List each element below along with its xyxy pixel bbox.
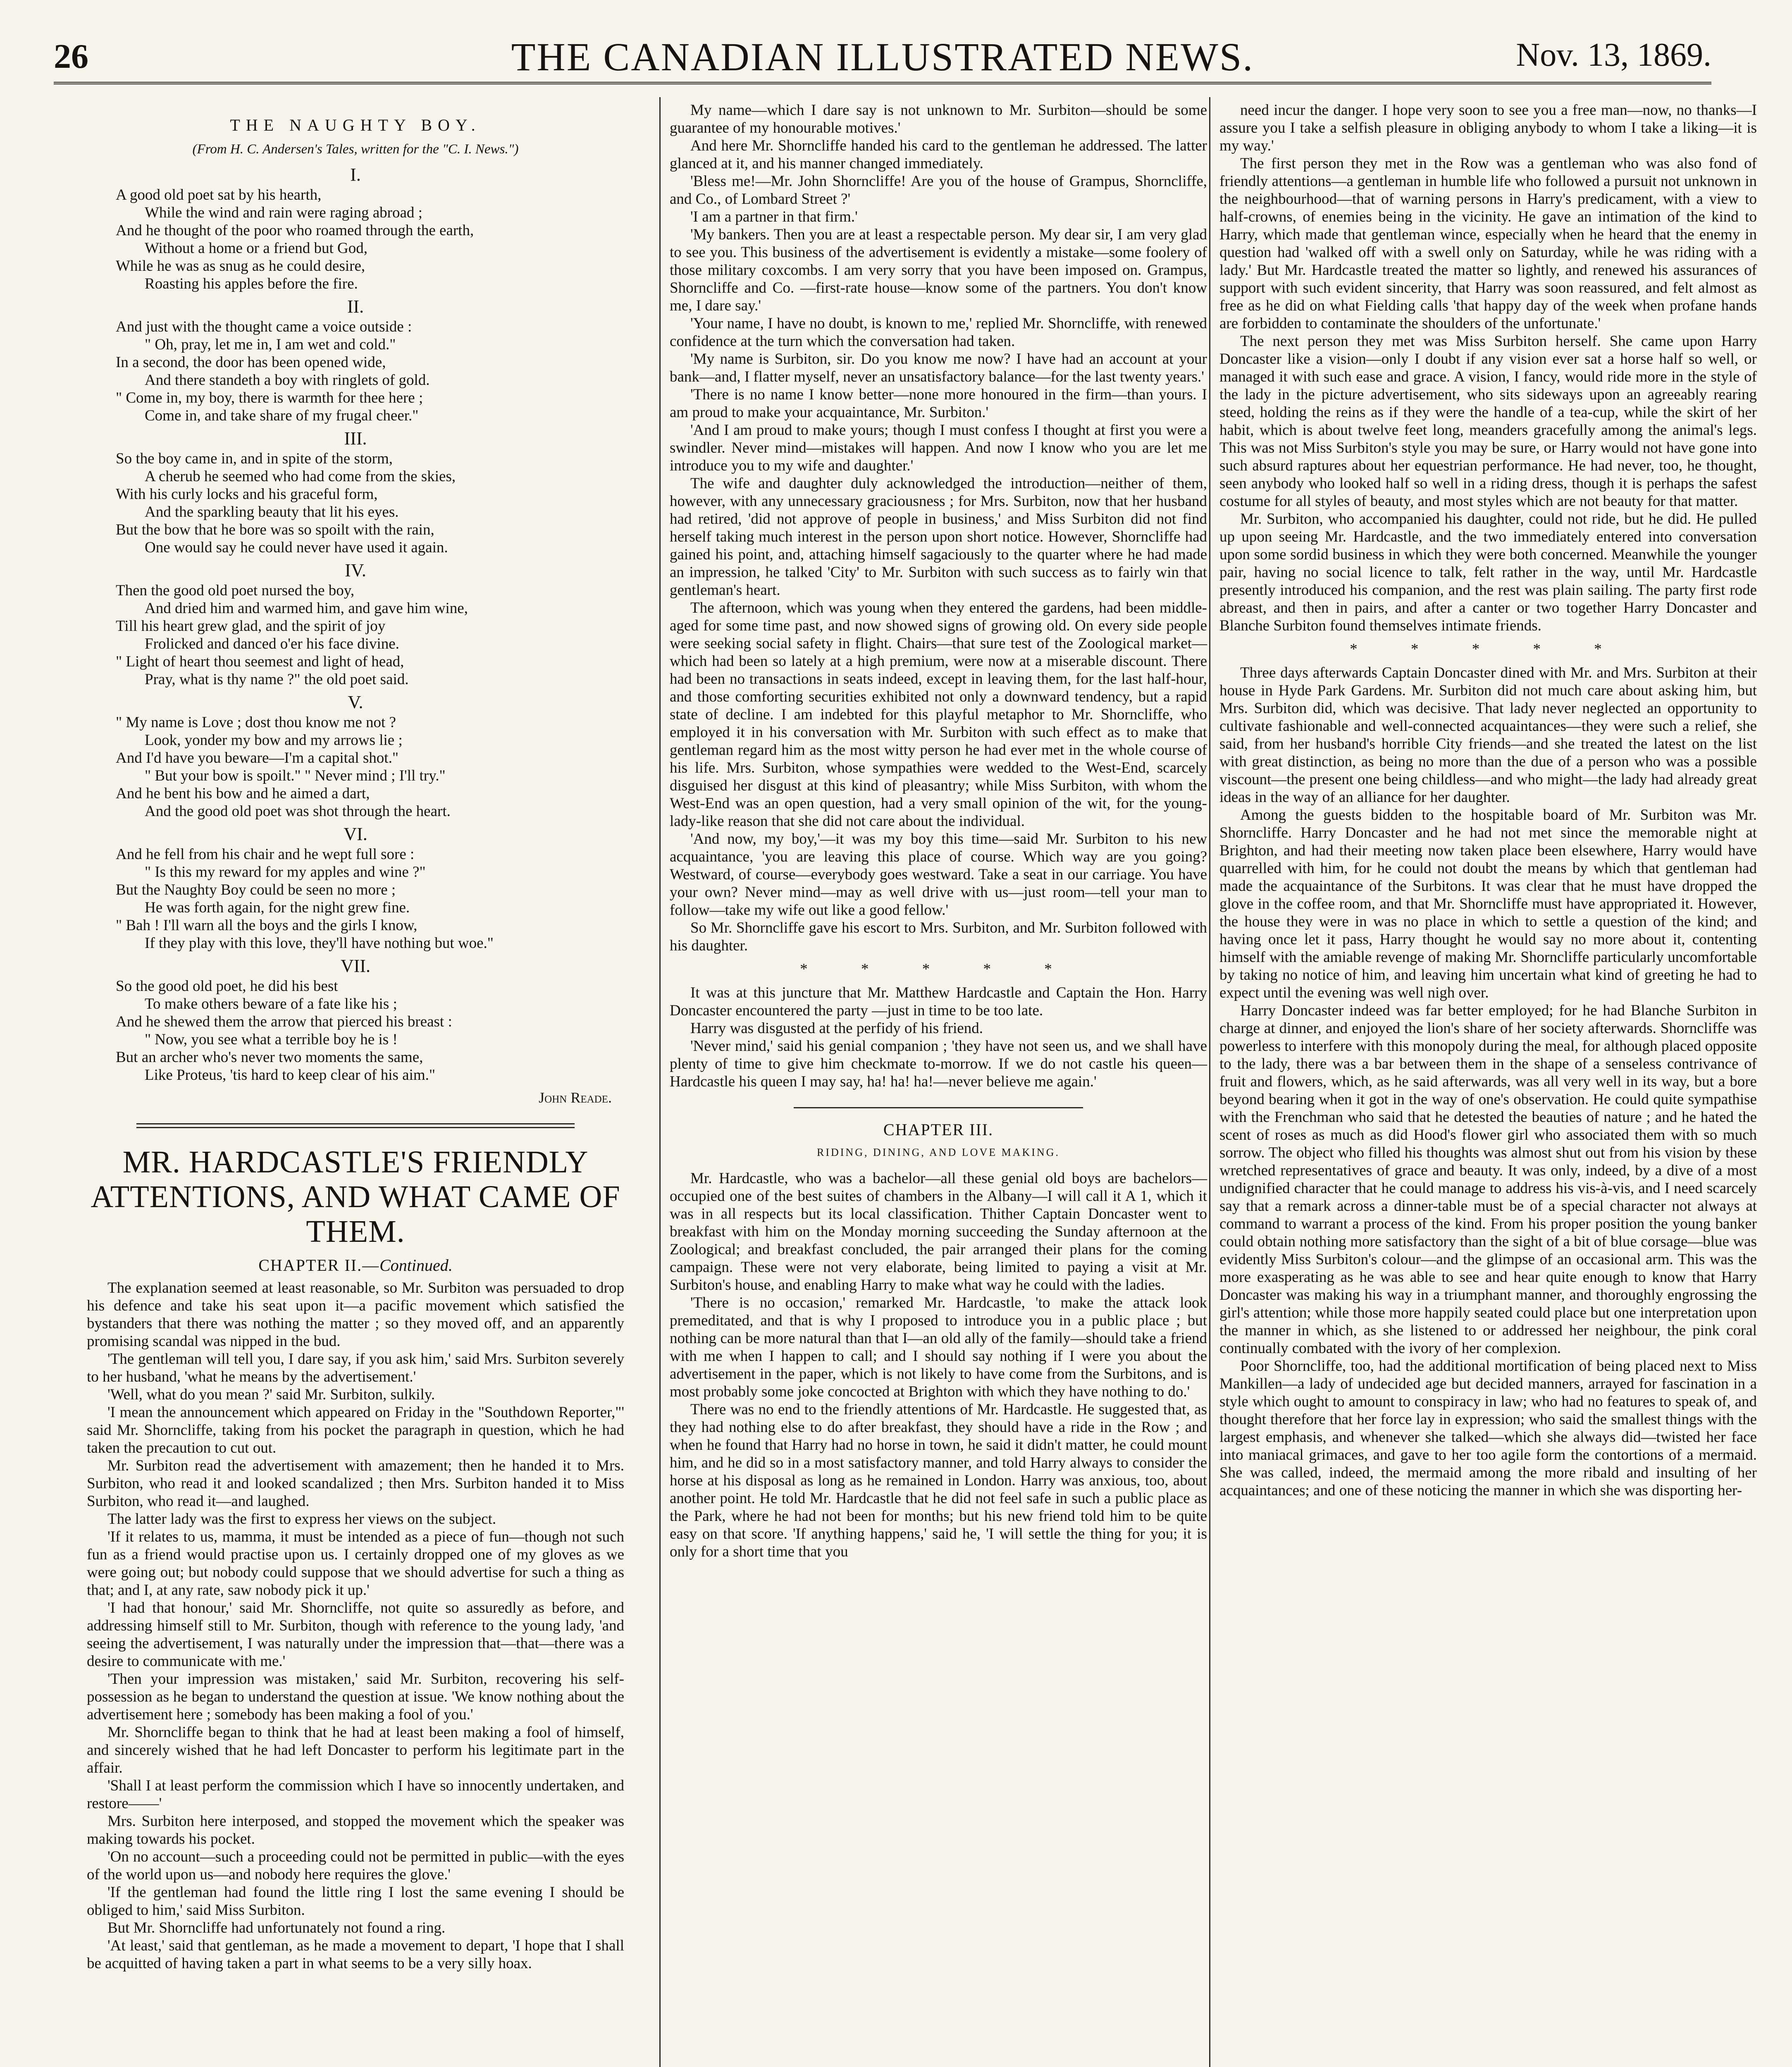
poem-line: A good old poet sat by his hearth, [116,186,322,203]
poem-body [87,166,624,1084]
paragraph: But Mr. Shorncliffe had unfortunately not found a ring. [107,1919,446,1936]
section-divider [794,1107,1083,1108]
paragraph: So Mr. Shorncliffe gave his escort to Mrs. Surbiton, and Mr. Surbiton followed with his daughter. [670,919,1207,954]
paragraph: It was at this juncture that Mr. Matthew Hardcastle and Captain the Hon. Harry Doncaster encountered the party —just in time to be too late. [670,984,1207,1019]
issue-date: Nov. 13, 1869. [1516,37,1711,73]
poem-line: But the bow that he bore was so spoilt with the rain, [116,521,434,538]
paragraph: Mr. Hardcastle, who was a bachelor—all these genial old boys are bachelors—occupied one of the best suites of chambers in the Albany—I will call it A 1, which it was in all respects but its local classification. Thither Captain Doncaster went to breakfast with him on the Monday morning succeeding the Sunday afternoon at the Zoological; and breakfast concluded, the pair arranged their plans for the coming campaign. These were not very elaborate, being limited to paying a visit at Mr. Surbiton's house, and enabling Harry to make what way he could with the ladies. [670,1170,1207,1294]
newspaper-title: THE CANADIAN ILLUSTRATED NEWS. [511,35,1254,79]
paragraph: The wife and daughter duly acknowledged the introduction—neither of them, however, with any unnecessary graciousness ; for Mrs. Surbiton, now that her husband had retired, 'did not approve of people in business,' and Miss Surbiton did not find herself taking much interest in the person upon short notice. However, Shorncliffe had gained his point, and, attaching himself sagaciously to the quarter where he had made an impression, he talked 'City' to Mr. Surbiton with such success as to fairly win that gentleman's heart. [670,475,1207,599]
story-text [1219,101,1757,635]
paragraph: 'On no account—such a proceeding could not be permitted in public—with the eyes of the world upon us—and nobody here requires the glove.' [87,1848,624,1883]
poem-line: " My name is Love ; dost thou know me not ? [116,714,396,731]
poem-line: But the Naughty Boy could be seen no more ; [116,881,396,898]
story-title: MR. HARDCASTLE'S FRIENDLY ATTENTIONS, AND WHAT CAME OF THEM. [91,1145,620,1249]
poem-line: Roasting his apples before the fire. [145,275,358,292]
paragraph: 'There is no occasion,' remarked Mr. Hardcastle, 'to make the attack look premeditated, and that is why I proposed to introduce you in a public place ; but nothing can be more natural than that I—an old ally of the family—should take a friend with me when I happen to call; and I should say nothing if I were you about the advertisement in the paper, which is not likely to have come from the Surbitons, and is most probably some joke concocted at Brighton with which they have nothing to do.' [670,1294,1207,1400]
paragraph: The next person they met was Miss Surbiton herself. She came upon Harry Doncaster like a vision—only I doubt if any vision ever sat a horse half so well, or managed it with such ease and grace. A vision, I fancy, would ride more in the style of the lady in the picture advertisement, who sits sideways upon an agreeably rearing steed, holding the reins as if they were the handle of a tea-cup, while the skirt of her habit, which is about twelve feet long, meanders gracefully among the animal's legs. This was not Miss Surbiton's style you may be sure, or Harry would not have gone into such absurd raptures about her equestrian performance. He had never, too, he thought, seen anybody who looked half so well in a riding dress, though it is perhaps the safest costume for all styles of beauty, and most styles which are not beauty for that matter. [1219,333,1757,510]
paragraph: The explanation seemed at least reasonable, so Mr. Surbiton was persuaded to drop his defence and take his seat upon it—a pacific movement which satisfied the bystanders that there was nothing the matter ; so they moved off, and an apparently promising scandal was nipped in the bud. [87,1279,624,1350]
poem-line: " Bah ! I'll warn all the boys and the girls I know, [116,917,418,934]
poem-line: And the good old poet was shot through the heart. [145,803,451,820]
story-text [670,984,1207,1091]
paragraph: Three days afterwards Captain Doncaster dined with Mr. and Mrs. Surbiton at their house in Hyde Park Gardens. Mr. Surbiton did not much care about asking him, but Mrs. Surbiton did, which was decisive. That lady never neglected an opportunity to cultivate fashionable and well-connected acquaintances—they were such a relief, she said, from her husband's horrible City friends—and she treated the latest on the list with great distinction, as being no more than the due of a person who was a possible viscount—the present one being childless—and who might—the lady had already great ideas in the way of an alliance for her daughter. [1219,664,1757,806]
poem-line: While the wind and rain were raging abroad ; [145,204,422,221]
poem-line: And he shewed them the arrow that pierced his breast : [116,1013,452,1030]
poem-line: And I'd have you beware—I'm a capital shot." [116,749,398,766]
paragraph: The afternoon, which was young when they entered the gardens, had been middle-aged for some time past, and now showed signs of growing old. On every side people were seeking social safety in flight. Chairs—that sure test of the Zoological market—which had been so lately at a high premium, were now at a miserable discount. There had been no transactions in seats indeed, except in leaving them, for the last half-hour, and those comforting securities exhibited not only a downward tendency, but a rapid state of decline. I am indebted for this playful metaphor to Mr. Shorncliffe, who employed it in his conversation with Mr. Surbiton with such effect as to make that gentleman regard him as the most witty person he had ever met in the whole course of his life. Mrs. Surbiton, whose sympathies were wedded to the West-End, scarcely disguised her disgust at this kind of pleasantry; while Miss Surbiton, with whom the West-End was an open question, had a very small opinion of the wit, for the young-lady-like reason that she did not care about the individual. [670,599,1207,830]
stanza-number: VI. [344,824,367,844]
paragraph: 'If the gentleman had found the little ring I lost the same evening I should be obliged to him,' said Miss Surbiton. [87,1884,624,1919]
paragraph: My name—which I dare say is not unknown to Mr. Surbiton—should be some guarantee of my honourable motives.' [670,102,1207,136]
poem-line: Frolicked and danced o'er his face divine. [145,635,399,652]
paragraph: Mr. Surbiton, who accompanied his daughter, could not ride, but he did. He pulled up upon seeing Mr. Hardcastle, and the two immediately entered into conversation upon some sordid business in which they were both concerned. Meanwhile the younger pair, having no social licence to talk, felt rather in the way, until Mr. Hardcastle presently introduced his companion, and the rest was plain sailing. The party first rode abreast, and then in pairs, and after a canter or two together Harry Doncaster and Blanche Surbiton found themselves intimate friends. [1219,511,1757,634]
poem-line: So the good old poet, he did his best [116,978,338,995]
paragraph: 'There is no name I know better—none more honoured in the firm—than yours. I am proud to make your acquaintance, Mr. Surbiton.' [670,386,1207,421]
paragraph: And here Mr. Shorncliffe handed his card to the gentleman he addressed. The latter glanced at it, and his manner changed immediately. [670,137,1207,172]
paragraph: Poor Shorncliffe, too, had the additional mortification of being placed next to Miss Mankillen—a lady of undecided age but decided manners, arrayed for fascination in a style which ought to amount to conspiracy in law; who had no features to speak of, and thought therefore that her force lay in expression; who said the smallest things with the largest emphasis, and whenever she talked—which she always did—twisted her face into maniacal grimaces, and gave to her too agile form the contortions of a mermaid. She was called, indeed, the mermaid among the more ribald and insulting of her acquaintances; and one of these noticing the manner in which she was disporting her- [1219,1358,1757,1499]
chapter-heading [87,1256,624,1274]
paragraph: 'Well, what do you mean ?' said Mr. Surbiton, sulkily. [107,1386,435,1403]
stanza-number: IV. [345,560,366,580]
stanza-number: V. [348,692,363,712]
poem-line: " But your bow is spoilt." " Never mind ; I'll try." [145,767,446,784]
section-divider [136,1123,575,1128]
paragraph: 'My name is Surbiton, sir. Do you know me now? I have had an account at your bank—and, I flatter myself, never an unsatisfactory balance—for the last twenty years.' [670,351,1207,385]
paragraph: need incur the danger. I hope very soon to see you a free man—now, no thanks—I assure you I take a selfish pleasure in obliging anybody to whom I take a liking—it is my way.' [1219,102,1757,154]
chapter-continued: Continued. [379,1256,453,1275]
poem-line: " Light of heart thou seemest and light of head, [116,653,404,670]
paragraph: Harry Doncaster indeed was far better employed; for he had Blanche Surbiton in charge at dinner, and enjoyed the lion's share of her society afterwards. Shorncliffe was powerless to interfere with this monopoly during the meal, for although placed opposite to the lady, there was a bar between them in the shape of a senseless contrivance of fruit and flowers, which, as he said afterwards, was all very well in its way, but a bore beyond bearing when it got in the way of one's observation. He could quite sympathise with the Frenchman who said that he detested the beauties of nature ; and he hated the scent of roses as much as did Hood's flower girl who associated them with so much sorrow. The object who filled his thoughts was almost shut out from his vision by these wretched representatives of grace and beauty. It was only, indeed, by a dive of a most undignified character that he could manage to address his vis-à-vis, and I need scarcely say that a remark across a dinner-table must be of a special character not always at command to warrant a process of the kind. From his proper position the young banker could obtain nothing more satisfactory than the sight of a bit of blue corsage—blue was evidently Miss Surbiton's colour—and the glimpse of an occasional arm. This was the more exasperating as he was able to see and hear quite enough to know that Harry Doncaster was making his way in a triumphant manner, and thoroughly engrossing the girl's attention; while those more happily seated could place but one interpretation upon the manner in which, as she listened to or addressed her neighbour, the pink coral continually combated with the ivory of her complexion. [1219,1002,1757,1357]
poem-line: And just with the thought came a voice outside : [116,318,412,335]
poem-line: Without a home or a friend but God, [145,240,367,257]
poem-line: And there standeth a boy with ringlets of gold. [145,372,430,389]
poem-line: To make others beware of a fate like his ; [145,995,397,1012]
column-rule [1209,97,1210,2067]
poem-line: Till his heart grew glad, and the spirit of joy [116,618,386,635]
poem-line: Then the good old poet nursed the boy, [116,582,355,599]
masthead [54,32,1711,84]
poem-line: So the boy came in, and in spite of the storm, [116,450,393,467]
column-3 [1219,101,1757,1499]
paragraph: 'The gentleman will tell you, I dare say, if you ask him,' said Mrs. Surbiton severely to her husband, 'what he means by the advertisement.' [87,1351,624,1385]
poem-line: He was forth again, for the night grew fine. [145,899,410,916]
poem-line: And he bent his bow and he aimed a dart, [116,785,370,802]
poem-subtitle: (From H. C. Andersen's Tales, written for the "C. I. News.") [192,142,519,157]
poem-line: With his curly locks and his graceful form, [116,486,378,503]
paragraph: The first person they met in the Row was a gentleman who was also fond of friendly attentions—a gentleman in humble life who followed a pursuit not unknown in the neighbourhood—that of warning persons in Harry's predicament, with a view to half-crowns, of enemies being in the vicinity. He gave an intimation of the kind to Harry, which made that gentleman wince, especially when he heard that the enemy in question had 'walked off with a swell only on Saturday, while he was riding with a lady.' But Mr. Hardcastle treated the matter so lightly, and renewed his assurances of support with such evident sincerity, that Harry was soon reassured, and felt almost as free as he did on what Fielding calls 'that happy day of the week when profane hands are forbidden to contaminate the shoulders of the unfortunate.' [1219,155,1757,332]
poem-line: And the sparkling beauty that lit his eyes. [145,504,399,520]
stanza-number: III. [344,428,367,449]
story-text [670,1170,1207,1561]
poem-line: Come in, and take share of my frugal cheer." [145,407,419,424]
poem-title: THE NAUGHTY BOY. [230,116,481,134]
section-break: * * * * * [1350,641,1627,658]
poem-line: And dried him and warmed him, and gave him wine, [145,600,468,617]
column-2 [670,101,1207,1561]
chapter-3-subtitle: RIDING, DINING, AND LOVE MAKING. [816,1146,1060,1158]
paragraph: 'Then your impression was mistaken,' said Mr. Surbiton, recovering his self-possession as he began to understand the question at issue. 'We know nothing about the advertisement here ; somebody has been making a fool of you.' [87,1671,624,1723]
paragraph: 'Bless me!—Mr. John Shorncliffe! Are you of the house of Grampus, Shorncliffe, and Co., of Lombard Street ?' [670,173,1207,208]
column-1 [87,101,624,1972]
paragraph: 'I mean the announcement which appeared on Friday in the "Southdown Reporter,"' said Mr. Shorncliffe, taking from his pocket the paragraph in question, which he had taken the precaution to cut out. [87,1404,624,1456]
paragraph: 'I am a partner in that firm.' [690,208,858,225]
poem-line: " Oh, pray, let me in, I am wet and cold." [145,336,396,353]
story-text [670,101,1207,955]
story-text [1219,664,1757,1499]
poem-line: " Now, you see what a terrible boy he is ! [145,1031,398,1048]
poem-line: While he was as snug as he could desire, [116,258,365,274]
stanza-number: VII. [340,956,371,976]
story-text [87,1279,624,1972]
poem-line: " Come in, my boy, there is warmth for thee here ; [116,389,423,406]
poem-author: John Reade. [539,1089,612,1106]
poem-line: Look, yonder my bow and my arrows lie ; [145,732,403,749]
poem-line: If they play with this love, they'll have nothing but woe." [145,935,494,952]
poem-line: And he fell from his chair and he wept full sore : [116,846,415,863]
paragraph: 'Your name, I have no doubt, is known to me,' replied Mr. Shorncliffe, with renewed confidence at the turn which the conversation had taken. [670,315,1207,350]
paragraph: Mr. Shorncliffe began to think that he had at least been making a fool of himself, and sincerely wished that he had left Doncaster to perform his legitimate part in the affair. [87,1724,624,1776]
poem-line: " Is this my reward for my apples and wine ?" [145,864,426,881]
poem-line: And he thought of the poor who roamed through the earth, [116,222,474,239]
paragraph: Harry was disgusted at the perfidy of his friend. [690,1020,983,1037]
paragraph: 'If it relates to us, mamma, it must be intended as a piece of fun—though not such fun as a friend would practise upon us. I certainly dropped one of my gloves as we were going out; but nobody could suppose that we should advertise for such a thing as that; and I, at any rate, saw nobody pick it up.' [87,1528,624,1599]
paragraph: 'My bankers. Then you are at least a respectable person. My dear sir, I am very glad to see you. This business of the advertisement is evidently a mistake—some foolery of those military coxcombs. I am very sorry that you have been imposed on. Grampus, Shorncliffe and Co. —first-rate house—know some of the partners. You don't know me, I dare say.' [670,226,1207,314]
poem-line: Pray, what is thy name ?" the old poet said. [145,671,409,688]
paragraph: 'I had that honour,' said Mr. Shorncliffe, not quite so assuredly as before, and addressing himself still to Mr. Surbiton, though with reference to the young lady, 'and seeing the advertisement, I was naturally under the impression that—that—there was a desire to communicate with me.' [87,1599,624,1670]
paragraph: 'At least,' said that gentleman, as he made a movement to depart, 'I hope that I shall be acquitted of having taken a part in what seems to be a very silly hoax. [87,1937,624,1972]
section-break: * * * * * [800,961,1077,978]
column-rule [659,97,661,2067]
page-number: 26 [54,37,88,76]
stanza-number: I. [350,165,361,185]
paragraph: Mrs. Surbiton here interposed, and stopped the movement which the speaker was making towards his pocket. [87,1813,624,1847]
paragraph: 'And I am proud to make yours; though I must confess I thought at first you were a swindler. Never mind—mistakes will happen. And now I know who you are let me introduce you to my wife and daughter.' [670,422,1207,474]
chapter-3-heading: CHAPTER III. [883,1120,994,1139]
chapter-number: CHAPTER II.— [258,1256,380,1275]
poem-line: Like Proteus, 'tis hard to keep clear of his aim." [145,1067,435,1084]
poem-line: In a second, the door has been opened wide, [116,354,386,371]
paragraph: There was no end to the friendly attentions of Mr. Hardcastle. He suggested that, as they had nothing else to do after breakfast, they should have a ride in the Row ; and when he found that Harry had no horse in town, he said it didn't matter, he could mount him, and he did so in a most satisfactory manner, and told Harry always to consider the horse at his disposal as long as he remained in London. Harry was anxious, too, about another point. He told Mr. Hardcastle that he did not feel safe in such a public place as the Park, where he had not been for months; but his new friend told him to be quite easy on that score. 'If anything happens,' said he, 'I will settle the thing for you; it is only for a short time that you [670,1401,1207,1560]
paragraph: 'Shall I at least perform the commission which I have so innocently undertaken, and restore——' [87,1777,624,1812]
poem-line: One would say he could never have used it again. [145,539,448,556]
poem-line: A cherub he seemed who had come from the skies, [145,468,456,485]
poem-line: But an archer who's never two moments the same, [116,1049,423,1066]
paragraph: The latter lady was the first to express her views on the subject. [107,1511,496,1528]
stanza-number: II. [347,296,364,317]
paragraph: Among the guests bidden to the hospitable board of Mr. Surbiton was Mr. Shorncliffe. Harry Doncaster and he had not met since the memorable night at Brighton, and had their meeting now taken place been elsewhere, Harry would have quarrelled with him, for he could not doubt the means by which that gentleman had made the acquaintance of the Surbitons. It was clear that he must have dropped the glove in the coffee room, and that Mr. Shorncliffe must have appropriated it. However, the house they were in was no place in which to settle a question of the kind; and having once let it pass, Harry thought he would say no more about it, contenting himself with the amiable revenge of making Mr. Shorncliffe particularly uncomfortable by taking no notice of him, and leaving him uncertain what kind of greeting he had to expect until the evening was well nigh over. [1219,807,1757,1001]
paragraph: Mr. Surbiton read the advertisement with amazement; then he handed it to Mrs. Surbiton, who read it and looked scandalized ; then Mrs. Surbiton handed it to Miss Surbiton, who read it—and laughed. [87,1457,624,1510]
paragraph: 'And now, my boy,'—it was my boy this time—said Mr. Surbiton to his new acquaintance, 'you are leaving this place of course. Which way are you going? Westward, of course—everybody goes westward. Take a seat in our carriage. You have your own? Never mind—may as well drive with us—just room—tell your man to follow—take my wife out like a good fellow.' [670,831,1207,919]
paragraph: 'Never mind,' said his genial companion ; 'they have not seen us, and we shall have plenty of time to give him checkmate to-morrow. If we do not castle his queen—Hardcastle his queen I may say, ha! ha! ha!—never believe me again.' [670,1038,1207,1090]
